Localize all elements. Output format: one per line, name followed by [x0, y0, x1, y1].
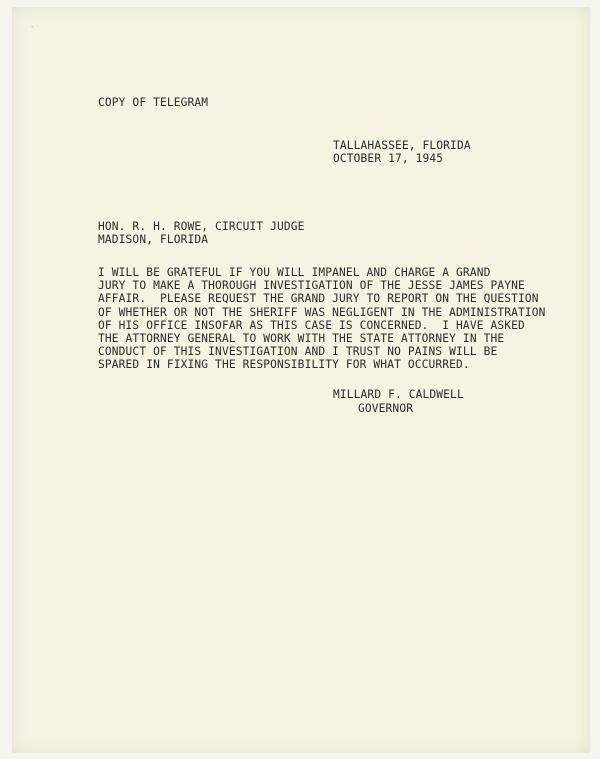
document-title: COPY OF TELEGRAM	[98, 96, 209, 109]
body-line: JURY TO MAKE A THOROUGH INVESTIGATION OF THE JESSE JAMES PAYNE	[98, 279, 525, 293]
recipient-name: HON. R. H. ROWE, CIRCUIT JUDGE	[98, 220, 305, 233]
document-date: OCTOBER 17, 1945	[333, 152, 444, 165]
body-line: CONDUCT OF THIS INVESTIGATION AND I TRUST NO PAINS WILL BE	[98, 345, 498, 359]
body-line: OF WHETHER OR NOT THE SHERIFF WAS NEGLIGENT IN THE ADMINISTRATION	[98, 305, 546, 319]
recipient-city: MADISON, FLORIDA	[98, 233, 209, 247]
recipient-block	[98, 220, 305, 246]
body-line: OF HIS OFFICE INSOFAR AS THIS CASE IS CONCERNED. I HAVE ASKED	[98, 318, 525, 332]
sender-location: TALLAHASSEE, FLORIDA	[333, 139, 471, 152]
body-line: I WILL BE GRATEFUL IF YOU WILL IMPANEL AND CHARGE A GRAND	[98, 266, 491, 279]
body-line: THE ATTORNEY GENERAL TO WORK WITH THE STATE ATTORNEY IN THE	[98, 332, 505, 346]
telegram-body	[98, 266, 546, 372]
body-line: SPARED IN FIXING THE RESPONSIBILITY FOR WHAT OCCURRED.	[98, 358, 470, 372]
signature-title: GOVERNOR	[358, 402, 414, 415]
document-page	[12, 7, 590, 753]
signature-name: MILLARD F. CALDWELL	[333, 388, 464, 401]
paper-mark: - ·	[31, 22, 39, 31]
body-line: AFFAIR. PLEASE REQUEST THE GRAND JURY TO REPORT ON THE QUESTION	[98, 292, 539, 306]
